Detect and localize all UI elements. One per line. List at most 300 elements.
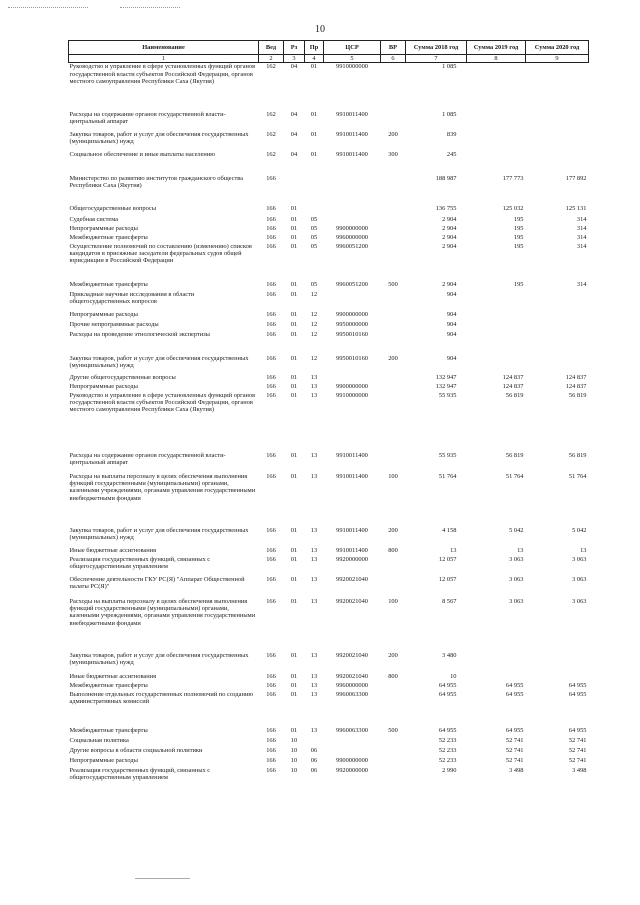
row-name: Закупка товаров, работ и услуг для обеспечения государственных (муниципальных) нужд <box>69 526 249 542</box>
row-sum-2020: 52 741 <box>568 736 587 744</box>
row-sum-2019: 195 <box>513 233 524 241</box>
row-ved: 162 <box>266 130 276 138</box>
row-sum-2018: 64 955 <box>438 681 457 689</box>
row-sum-2019: 64 955 <box>505 726 524 734</box>
row-vr <box>381 691 406 727</box>
row-pr: 13 <box>310 555 318 563</box>
row-name: Межбюджетные трансферты <box>69 233 148 241</box>
row-csr <box>324 291 381 311</box>
row-pr: 01 <box>310 110 318 118</box>
row-rz: 04 <box>290 63 298 71</box>
row-sum-2020: 124 837 <box>565 382 587 390</box>
row-name: Непрограммные расходы <box>69 224 138 232</box>
row-sum-2019: 124 837 <box>502 382 524 390</box>
row-pr: 06 <box>310 756 318 764</box>
row-name: Расходы на содержание органов государственной власти- центральный аппарат <box>69 451 226 467</box>
row-name: Общегосударственные вопросы <box>69 204 157 212</box>
row-name: Закупка товаров, работ и услуг для обеспечения государственных (муниципальных) нужд <box>69 354 249 370</box>
row-csr: 9960000000 <box>336 233 368 241</box>
row-pr: 13 <box>310 651 318 659</box>
column-number: 5 <box>324 55 381 63</box>
col-header-2018: Сумма 2018 год <box>406 41 467 55</box>
row-sum-2018: 52 233 <box>438 746 457 754</box>
row-sum-2020 <box>526 131 589 151</box>
column-number: 3 <box>284 55 305 63</box>
row-rz: 01 <box>290 204 298 212</box>
row-sum-2020: 56 819 <box>568 391 587 399</box>
row-vr <box>381 747 406 757</box>
table-row <box>69 673 589 682</box>
row-vr <box>381 216 406 225</box>
row-pr: 01 <box>310 130 318 138</box>
row-sum-2018: 2 904 <box>442 242 457 250</box>
row-pr: 01 <box>310 63 318 71</box>
col-header-csr: ЦСР <box>324 41 381 55</box>
row-rz: 10 <box>290 766 298 774</box>
row-vr: 200 <box>388 526 398 534</box>
row-csr: 9950010160 <box>336 354 368 362</box>
row-name: Другие вопросы в области социальной политики <box>69 746 203 754</box>
row-name: Социальное обеспечение и иные выплаты населению <box>69 150 216 158</box>
table-row <box>69 151 589 175</box>
table-row <box>69 383 589 392</box>
row-ved: 166 <box>266 690 276 698</box>
row-sum-2020: 3 498 <box>572 766 587 774</box>
row-name: Осуществление полномочий по составлению (изменению) списков кандидатов в присяжные заседатели федеральных судов общей юрисдикции в Российской Федерации <box>69 242 252 265</box>
scan-artifact <box>8 7 88 8</box>
row-name: Межбюджетные трансферты <box>69 726 148 734</box>
row-pr: 13 <box>310 726 318 734</box>
row-sum-2018: 188 987 <box>435 174 457 182</box>
row-sum-2019 <box>467 673 526 682</box>
table-row <box>69 234 589 243</box>
row-rz: 01 <box>290 472 298 480</box>
row-vr <box>381 767 406 785</box>
row-pr: 12 <box>310 330 318 338</box>
row-ved: 166 <box>266 681 276 689</box>
row-ved: 166 <box>266 290 276 298</box>
row-rz: 01 <box>290 575 298 583</box>
row-sum-2019: 52 741 <box>505 736 524 744</box>
row-name: Непрограммные расходы <box>69 756 138 764</box>
row-name: Закупка товаров, работ и услуг для обеспечения государственных (муниципальных) нужд <box>69 130 249 146</box>
row-vr <box>381 556 406 576</box>
row-vr: 500 <box>388 726 398 734</box>
row-sum-2020: 177 892 <box>565 174 587 182</box>
row-vr: 800 <box>388 672 398 680</box>
row-sum-2020: 64 955 <box>568 726 587 734</box>
table-row <box>69 355 589 374</box>
row-csr: 9900000000 <box>336 756 368 764</box>
row-sum-2019: 195 <box>513 215 524 223</box>
row-ved: 166 <box>266 215 276 223</box>
row-rz: 01 <box>290 310 298 318</box>
row-csr: 9900000000 <box>336 224 368 232</box>
row-sum-2020: 64 955 <box>568 690 587 698</box>
row-rz: 01 <box>290 726 298 734</box>
table-row <box>69 556 589 576</box>
row-sum-2018: 1 085 <box>442 63 457 71</box>
row-ved: 162 <box>266 63 276 71</box>
row-csr: 9960063300 <box>336 726 368 734</box>
row-rz: 01 <box>290 690 298 698</box>
row-name: Закупка товаров, работ и услуг для обеспечения государственных (муниципальных) нужд <box>69 651 249 667</box>
table-row <box>69 473 589 527</box>
row-ved: 166 <box>266 746 276 754</box>
table-row <box>69 225 589 234</box>
row-vr: 100 <box>388 472 398 480</box>
row-vr <box>381 383 406 392</box>
row-sum-2018: 51 764 <box>438 472 457 480</box>
row-csr <box>324 737 381 747</box>
row-sum-2020 <box>526 673 589 682</box>
table-row <box>69 111 589 131</box>
scan-artifact <box>120 7 180 8</box>
row-pr: 06 <box>310 766 318 774</box>
row-pr: 13 <box>310 526 318 534</box>
row-pr: 13 <box>310 672 318 680</box>
row-sum-2018: 64 955 <box>438 726 457 734</box>
row-ved: 166 <box>266 672 276 680</box>
table-row <box>69 131 589 151</box>
row-rz <box>284 175 305 205</box>
row-sum-2020: 314 <box>576 224 587 232</box>
row-rz: 01 <box>290 526 298 534</box>
row-ved: 166 <box>266 736 276 744</box>
row-sum-2020: 56 819 <box>568 451 587 459</box>
table-row <box>69 757 589 767</box>
row-sum-2018: 52 233 <box>438 756 457 764</box>
col-header-vr: ВР <box>381 41 406 55</box>
row-csr: 9910011400 <box>336 546 368 554</box>
row-vr <box>381 205 406 216</box>
row-vr <box>381 234 406 243</box>
table-row <box>69 727 589 737</box>
row-sum-2018: 64 955 <box>438 690 457 698</box>
row-name: Социальная политика <box>69 736 129 744</box>
row-vr <box>381 757 406 767</box>
row-name: Руководство и управление в сфере установленных функций органов государственной власти субъектов Российской Федерации, органов местного самоуправления Республики Саха (Якутия) <box>69 391 256 414</box>
row-vr <box>381 321 406 331</box>
row-sum-2018: 55 935 <box>438 391 457 399</box>
row-sum-2020: 52 741 <box>568 746 587 754</box>
row-sum-2018: 132 947 <box>435 382 457 390</box>
row-ved: 166 <box>266 382 276 390</box>
row-pr: 01 <box>310 150 318 158</box>
row-name: Непрограммные расходы <box>69 310 138 318</box>
row-csr: 9910011400 <box>336 451 368 459</box>
row-csr: 9910011400 <box>336 110 368 118</box>
row-sum-2020: 3 063 <box>572 575 587 583</box>
row-csr <box>324 205 381 216</box>
row-csr: 9960063300 <box>336 690 368 698</box>
header-row <box>69 41 589 55</box>
row-ved: 166 <box>266 526 276 534</box>
row-ved: 166 <box>266 451 276 459</box>
row-vr <box>381 374 406 383</box>
row-pr: 13 <box>310 681 318 689</box>
row-name: Другие общегосударственные вопросы <box>69 373 176 381</box>
table-row <box>69 527 589 547</box>
row-sum-2018: 3 480 <box>442 651 457 659</box>
row-ved: 166 <box>266 330 276 338</box>
page-number: 10 <box>315 24 325 35</box>
row-ved: 162 <box>266 150 276 158</box>
table-row <box>69 331 589 355</box>
row-sum-2018: 904 <box>446 290 457 298</box>
row-rz: 01 <box>290 555 298 563</box>
row-sum-2020 <box>526 355 589 374</box>
row-csr: 9910000000 <box>336 391 368 399</box>
row-csr <box>324 747 381 757</box>
row-name: Прикладные научные исследования в области общегосударственных вопросов <box>69 290 195 306</box>
row-vr <box>381 392 406 452</box>
row-sum-2019 <box>467 355 526 374</box>
row-sum-2018: 55 935 <box>438 451 457 459</box>
row-rz: 01 <box>290 354 298 362</box>
table-row <box>69 547 589 556</box>
table-row <box>69 452 589 473</box>
table-row <box>69 175 589 205</box>
row-ved: 166 <box>266 546 276 554</box>
row-ved: 166 <box>266 651 276 659</box>
row-sum-2019: 195 <box>513 242 524 250</box>
row-sum-2018: 245 <box>446 150 457 158</box>
row-rz: 01 <box>290 597 298 605</box>
column-number: 8 <box>467 55 526 63</box>
row-rz: 10 <box>290 736 298 744</box>
col-header-2019: Сумма 2019 год <box>467 41 526 55</box>
row-sum-2018: 904 <box>446 354 457 362</box>
row-pr: 13 <box>310 373 318 381</box>
row-ved: 166 <box>266 320 276 328</box>
row-ved: 166 <box>266 233 276 241</box>
row-csr: 9960051200 <box>336 280 368 288</box>
column-number: 9 <box>526 55 589 63</box>
row-rz: 01 <box>290 280 298 288</box>
row-pr: 13 <box>310 690 318 698</box>
row-vr: 200 <box>388 130 398 138</box>
row-name: Реализация государственных функций, связанных с общегосударственным управлением <box>69 766 211 782</box>
row-rz: 01 <box>290 451 298 459</box>
row-sum-2020: 124 837 <box>565 373 587 381</box>
row-ved: 166 <box>266 280 276 288</box>
row-sum-2019: 195 <box>513 224 524 232</box>
row-sum-2020 <box>526 291 589 311</box>
row-sum-2018: 132 947 <box>435 373 457 381</box>
budget-table <box>68 40 589 785</box>
row-vr: 100 <box>388 597 398 605</box>
row-sum-2019: 3 063 <box>509 597 524 605</box>
row-sum-2018: 2 904 <box>442 280 457 288</box>
column-number: 4 <box>305 55 324 63</box>
row-vr <box>381 111 406 131</box>
row-csr <box>324 374 381 383</box>
row-sum-2018: 904 <box>446 330 457 338</box>
row-sum-2020 <box>526 321 589 331</box>
row-pr: 12 <box>310 310 318 318</box>
row-pr: 05 <box>310 242 318 250</box>
row-sum-2019: 56 819 <box>505 391 524 399</box>
row-rz: 01 <box>290 290 298 298</box>
row-rz: 01 <box>290 330 298 338</box>
row-sum-2020: 13 <box>580 546 587 554</box>
col-header-2020: Сумма 2020 год <box>526 41 589 55</box>
table-row <box>69 737 589 747</box>
row-sum-2018: 1 085 <box>442 110 457 118</box>
row-csr: 9960000000 <box>336 681 368 689</box>
row-pr: 13 <box>310 382 318 390</box>
row-sum-2019: 125 032 <box>502 204 524 212</box>
row-pr: 05 <box>310 280 318 288</box>
row-vr <box>381 63 406 111</box>
row-name: Расходы на выплаты персоналу в целях обеспечения выполнения функций государственными (муниципальными) органами, казенными учреждениями, органами управления государственными внебюджетными фондами <box>69 472 256 502</box>
row-vr <box>381 175 406 205</box>
row-pr <box>305 737 324 747</box>
row-rz: 01 <box>290 391 298 399</box>
row-csr: 9910011400 <box>336 130 368 138</box>
row-vr <box>381 243 406 281</box>
column-number: 1 <box>69 55 259 63</box>
row-vr: 500 <box>388 280 398 288</box>
row-sum-2018: 10 <box>450 672 457 680</box>
row-pr: 13 <box>310 597 318 605</box>
row-sum-2020: 314 <box>576 233 587 241</box>
row-csr: 9920021040 <box>336 672 368 680</box>
row-vr <box>381 452 406 473</box>
row-name: Межбюджетные трансферты <box>69 280 148 288</box>
row-sum-2020 <box>526 151 589 175</box>
row-sum-2019: 3 063 <box>509 555 524 563</box>
row-ved: 166 <box>266 242 276 250</box>
row-csr: 9950000000 <box>336 320 368 328</box>
row-sum-2020: 3 063 <box>572 597 587 605</box>
table-row <box>69 374 589 383</box>
row-csr: 9900000000 <box>336 382 368 390</box>
column-number: 7 <box>406 55 467 63</box>
row-pr: 12 <box>310 290 318 298</box>
row-sum-2019 <box>467 63 526 111</box>
row-rz: 01 <box>290 373 298 381</box>
row-sum-2020 <box>526 311 589 321</box>
row-sum-2018: 904 <box>446 320 457 328</box>
row-pr <box>305 205 324 216</box>
row-pr: 13 <box>310 546 318 554</box>
row-sum-2019: 5 042 <box>509 526 524 534</box>
row-sum-2019: 64 955 <box>505 681 524 689</box>
row-rz: 01 <box>290 233 298 241</box>
row-name: Судебная система <box>69 215 119 223</box>
row-rz: 04 <box>290 130 298 138</box>
row-sum-2019: 52 741 <box>505 756 524 764</box>
row-pr: 13 <box>310 451 318 459</box>
column-number: 2 <box>259 55 284 63</box>
row-vr <box>381 311 406 321</box>
row-rz: 01 <box>290 320 298 328</box>
row-sum-2019 <box>467 291 526 311</box>
row-sum-2019: 52 741 <box>505 746 524 754</box>
row-sum-2018: 8 567 <box>442 597 457 605</box>
row-sum-2020 <box>526 331 589 355</box>
row-sum-2018: 2 904 <box>442 215 457 223</box>
row-vr: 200 <box>388 651 398 659</box>
row-rz: 01 <box>290 242 298 250</box>
row-sum-2018: 904 <box>446 310 457 318</box>
row-vr <box>381 576 406 598</box>
row-csr: 9910011400 <box>336 150 368 158</box>
row-vr: 300 <box>388 150 398 158</box>
row-name: Межбюджетные трансферты <box>69 681 148 689</box>
row-csr <box>324 216 381 225</box>
row-sum-2019: 195 <box>513 280 524 288</box>
row-sum-2018: 12 057 <box>438 575 457 583</box>
table-row <box>69 281 589 291</box>
row-sum-2020: 3 063 <box>572 555 587 563</box>
row-sum-2019 <box>467 151 526 175</box>
row-sum-2018: 2 904 <box>442 233 457 241</box>
table-row <box>69 311 589 321</box>
row-csr: 9950010160 <box>336 330 368 338</box>
row-vr <box>381 225 406 234</box>
col-header-name: Наименование <box>69 41 259 55</box>
row-name: Руководство и управление в сфере установленных функций органов государственной власти субъектов Российской Федерации, органов местного самоуправления Республики Саха (Якутия) <box>69 63 256 85</box>
row-rz: 01 <box>290 215 298 223</box>
row-name: Расходы на выплаты персоналу в целях обеспечения выполнения функций государственными (муниципальными) органами, казенными учреждениями, органами управления государственными внебюджетными фондами <box>69 597 256 627</box>
row-name: Обеспечение деятельности ГКУ РС(Я) "Аппарат Общественной палаты РС(Я)" <box>69 575 245 591</box>
row-sum-2019: 56 819 <box>505 451 524 459</box>
row-sum-2020: 64 955 <box>568 681 587 689</box>
row-sum-2018: 13 <box>450 546 457 554</box>
row-name: Расходы на проведение этнологической экспертизы <box>69 330 210 338</box>
row-sum-2019: 3 063 <box>509 575 524 583</box>
row-sum-2019: 124 837 <box>502 373 524 381</box>
row-sum-2019: 13 <box>517 546 524 554</box>
row-name: Иные бюджетные ассигнования <box>69 546 157 554</box>
row-ved: 166 <box>266 472 276 480</box>
table-row <box>69 205 589 216</box>
row-name: Иные бюджетные ассигнования <box>69 672 157 680</box>
footer-line <box>135 878 190 879</box>
row-sum-2020: 52 741 <box>568 756 587 764</box>
row-sum-2018: 12 057 <box>438 555 457 563</box>
row-csr: 9910011400 <box>336 472 368 480</box>
row-csr: 9910000000 <box>336 63 368 71</box>
row-sum-2020: 314 <box>576 242 587 250</box>
row-pr: 05 <box>310 233 318 241</box>
col-header-ved: Вед <box>259 41 284 55</box>
row-csr: 9900000000 <box>336 310 368 318</box>
row-pr: 13 <box>310 472 318 480</box>
row-ved: 166 <box>266 597 276 605</box>
table-row <box>69 652 589 673</box>
row-sum-2020: 125 131 <box>565 204 587 212</box>
row-sum-2018: 4 158 <box>442 526 457 534</box>
row-ved: 166 <box>266 373 276 381</box>
table-row <box>69 291 589 311</box>
row-name: Непрограммные расходы <box>69 382 138 390</box>
row-ved: 166 <box>266 204 276 212</box>
row-ved: 162 <box>266 110 276 118</box>
row-rz: 01 <box>290 651 298 659</box>
row-ved: 166 <box>266 726 276 734</box>
row-ved: 166 <box>266 310 276 318</box>
row-sum-2019: 3 498 <box>509 766 524 774</box>
table-row <box>69 767 589 785</box>
column-number-row <box>69 55 589 63</box>
row-ved: 166 <box>266 575 276 583</box>
row-sum-2019 <box>467 311 526 321</box>
row-name: Министерство по развитию институтов гражданского общества Республики Саха (Якутия) <box>69 174 244 190</box>
